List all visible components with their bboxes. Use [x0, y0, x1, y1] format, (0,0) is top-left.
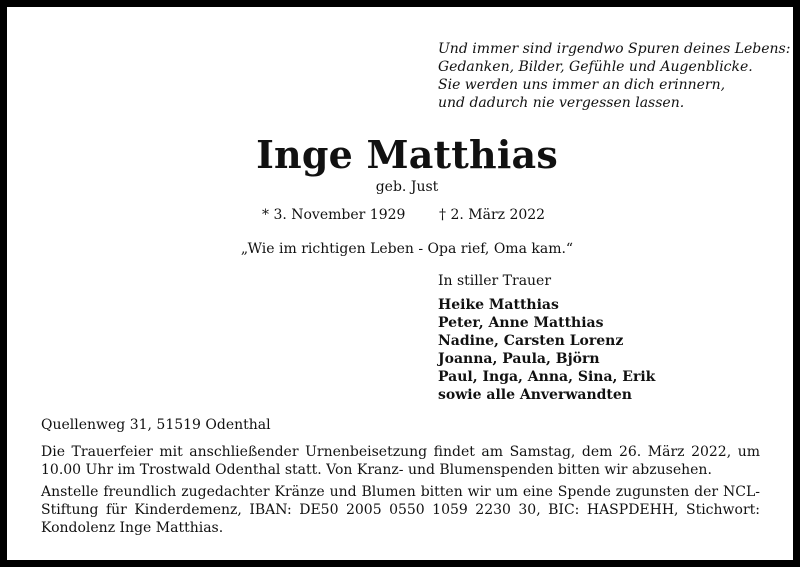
memorial-quote: „Wie im richtigen Leben - Opa rief, Oma kam.“ [240, 241, 574, 257]
poem-line: Gedanken, Bilder, Gefühle und Augenblicke. [438, 59, 753, 75]
mourner-name: sowie alle Anverwandten [438, 387, 632, 403]
mourning-intro: In stiller Trauer [438, 273, 552, 289]
mourner-name: Peter, Anne Matthias [438, 315, 604, 331]
mourner-name: Nadine, Carsten Lorenz [438, 333, 624, 349]
donation-notice: Anstelle freundlich zugedachter Kränze und Blumen bitten wir um eine Spende zugunsten der NCL-Stiftung für Kinderdemenz, IBAN: DE50 2005 0550 1059 2230 30, BIC: HASPDEHH, Stichwort: Kondolenz Inge Matthias. [41, 484, 760, 536]
memorial-poem [438, 40, 790, 112]
poem-line: und dadurch nie vergessen lassen. [438, 95, 685, 111]
mourner-name: Heike Matthias [438, 297, 559, 313]
mourner-name: Paul, Inga, Anna, Sina, Erik [438, 369, 656, 385]
mourner-list [438, 296, 655, 404]
family-address: Quellenweg 31, 51519 Odenthal [41, 417, 271, 433]
maiden-name: geb. Just [375, 179, 439, 195]
death-date: † 2. März 2022 [439, 207, 546, 223]
ceremony-notice: Die Trauerfeier mit anschließender Urnenbeisetzung findet am Samstag, dem 26. März 2022, um 10.00 Uhr im Trostwald Odenthal statt. Von Kranz- und Blumenspenden bitten wir abzusehen. [41, 444, 760, 478]
birth-date: * 3. November 1929 [262, 207, 406, 223]
mourner-name: Joanna, Paula, Björn [438, 351, 600, 367]
deceased-name: Inge Matthias [256, 132, 558, 177]
poem-line: Und immer sind irgendwo Spuren deines Lebens: [438, 41, 791, 57]
poem-line: Sie werden uns immer an dich erinnern, [438, 77, 726, 93]
